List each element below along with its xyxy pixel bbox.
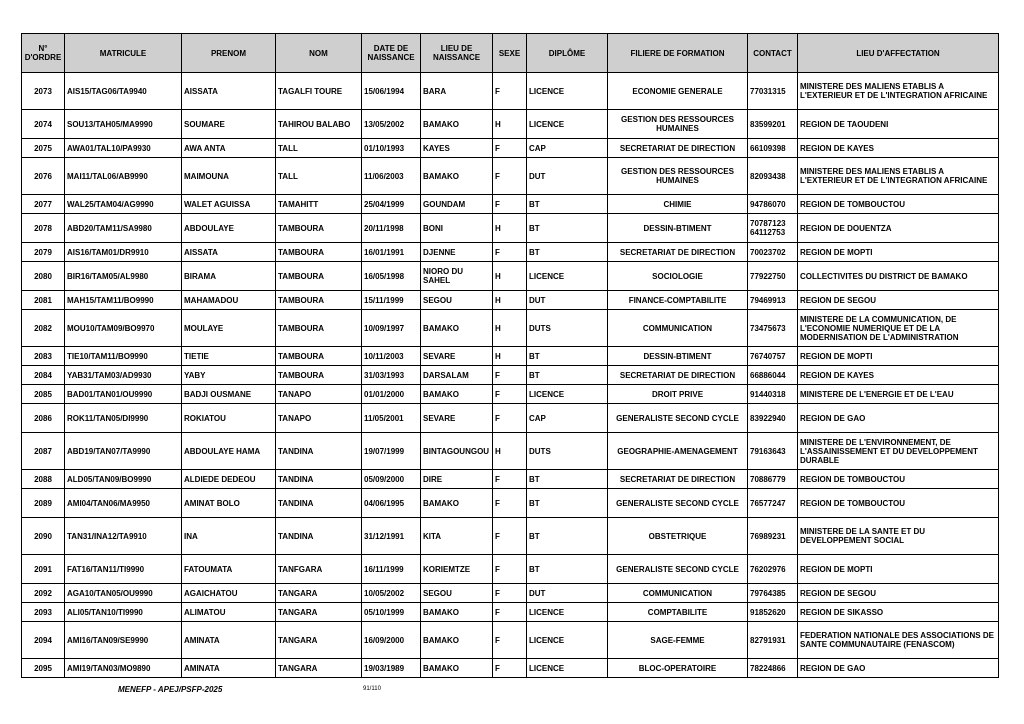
cell-prenom: MAIMOUNA <box>182 158 276 195</box>
cell-assignment: REGION DE DOUENTZA <box>798 214 999 243</box>
cell-prenom: YABY <box>182 366 276 385</box>
cell-diploma: DUT <box>527 291 608 310</box>
cell-assignment: REGION DE MOPTI <box>798 243 999 262</box>
cell-nom: TANDINA <box>276 470 362 489</box>
cell-birth-place: DIRE <box>421 470 493 489</box>
cell-training: GESTION DES RESSOURCES HUMAINES <box>608 158 748 195</box>
cell-training: DESSIN-BTIMENT <box>608 214 748 243</box>
cell-sex: H <box>493 310 527 347</box>
cell-assignment: REGION DE GAO <box>798 659 999 678</box>
cell-diploma: DUTS <box>527 310 608 347</box>
cell-contact: 83922940 <box>748 404 798 433</box>
cell-training: SAGE-FEMME <box>608 622 748 659</box>
table-row <box>22 291 999 310</box>
cell-birth-place: DARSALAM <box>421 366 493 385</box>
column-header-sex: SEXE <box>493 34 527 73</box>
cell-birth-date: 01/01/2000 <box>362 385 421 404</box>
cell-matricule: YAB31/TAM03/AD9930 <box>65 366 182 385</box>
cell-contact: 66109398 <box>748 139 798 158</box>
cell-sex: H <box>493 262 527 291</box>
header-row <box>22 34 999 73</box>
cell-birth-date: 01/10/1993 <box>362 139 421 158</box>
cell-order: 2092 <box>22 584 65 603</box>
cell-birth-place: SEVARE <box>421 347 493 366</box>
cell-contact: 91852620 <box>748 603 798 622</box>
cell-training: SOCIOLOGIE <box>608 262 748 291</box>
cell-sex: H <box>493 433 527 470</box>
cell-nom: TAMBOURA <box>276 347 362 366</box>
cell-birth-place: BAMAKO <box>421 110 493 139</box>
cell-birth-date: 04/06/1995 <box>362 489 421 518</box>
cell-birth-place: GOUNDAM <box>421 195 493 214</box>
cell-diploma: DUT <box>527 158 608 195</box>
cell-contact: 76740757 <box>748 347 798 366</box>
cell-nom: TANAPO <box>276 404 362 433</box>
page-number: 91/110 <box>363 686 381 692</box>
cell-nom: TANFGARA <box>276 555 362 584</box>
cell-order: 2078 <box>22 214 65 243</box>
cell-assignment: MINISTERE DE L'ENVIRONNEMENT, DE L'ASSAINISSEMENT ET DU DEVELOPPEMENT DURABLE <box>798 433 999 470</box>
cell-order: 2081 <box>22 291 65 310</box>
cell-assignment: REGION DE GAO <box>798 404 999 433</box>
cell-nom: TANDINA <box>276 518 362 555</box>
cell-nom: TANGARA <box>276 622 362 659</box>
cell-assignment: MINISTERE DES MALIENS ETABLIS A L'EXTERIEUR ET DE L'INTEGRATION AFRICAINE <box>798 158 999 195</box>
cell-sex: F <box>493 158 527 195</box>
cell-contact: 76577247 <box>748 489 798 518</box>
cell-matricule: AMI04/TAN06/MA9950 <box>65 489 182 518</box>
cell-prenom: BIRAMA <box>182 262 276 291</box>
cell-diploma: LICENCE <box>527 262 608 291</box>
cell-sex: H <box>493 291 527 310</box>
cell-contact: 82791931 <box>748 622 798 659</box>
cell-diploma: BT <box>527 347 608 366</box>
cell-nom: TAMBOURA <box>276 291 362 310</box>
cell-order: 2076 <box>22 158 65 195</box>
cell-sex: H <box>493 347 527 366</box>
cell-assignment: MINISTERE DE LA COMMUNICATION, DE L'ECONOMIE NUMERIQUE ET DE LA MODERNISATION DE L'ADMINISTRATION <box>798 310 999 347</box>
cell-training: GEOGRAPHIE-AMENAGEMENT <box>608 433 748 470</box>
table-row <box>22 158 999 195</box>
cell-birth-date: 10/09/1997 <box>362 310 421 347</box>
cell-order: 2091 <box>22 555 65 584</box>
cell-diploma: LICENCE <box>527 110 608 139</box>
cell-order: 2082 <box>22 310 65 347</box>
cell-prenom: AGAICHATOU <box>182 584 276 603</box>
cell-order: 2087 <box>22 433 65 470</box>
cell-birth-place: BAMAKO <box>421 158 493 195</box>
cell-nom: TAMBOURA <box>276 262 362 291</box>
cell-assignment: FEDERATION NATIONALE DES ASSOCIATIONS DE SANTE COMMUNAUTAIRE (FENASCOM) <box>798 622 999 659</box>
cell-diploma: BT <box>527 366 608 385</box>
cell-sex: F <box>493 603 527 622</box>
cell-nom: TAMBOURA <box>276 214 362 243</box>
cell-birth-date: 16/09/2000 <box>362 622 421 659</box>
cell-training: SECRETARIAT DE DIRECTION <box>608 366 748 385</box>
cell-matricule: ALI05/TAN10/TI9990 <box>65 603 182 622</box>
cell-order: 2074 <box>22 110 65 139</box>
table-row <box>22 385 999 404</box>
cell-order: 2075 <box>22 139 65 158</box>
cell-prenom: BADJI OUSMANE <box>182 385 276 404</box>
cell-diploma: LICENCE <box>527 659 608 678</box>
cell-order: 2094 <box>22 622 65 659</box>
cell-assignment: REGION DE MOPTI <box>798 555 999 584</box>
cell-training: SECRETARIAT DE DIRECTION <box>608 470 748 489</box>
cell-training: GESTION DES RESSOURCES HUMAINES <box>608 110 748 139</box>
table-row <box>22 518 999 555</box>
table-row <box>22 603 999 622</box>
cell-birth-date: 05/09/2000 <box>362 470 421 489</box>
column-header-order: N° D'ORDRE <box>22 34 65 73</box>
cell-nom: TANDINA <box>276 489 362 518</box>
column-header-matricule: MATRICULE <box>65 34 182 73</box>
table-row <box>22 433 999 470</box>
table-row <box>22 195 999 214</box>
cell-birth-place: BAMAKO <box>421 603 493 622</box>
table-row <box>22 139 999 158</box>
cell-birth-place: DJENNE <box>421 243 493 262</box>
cell-sex: F <box>493 555 527 584</box>
cell-training: CHIMIE <box>608 195 748 214</box>
cell-birth-place: SEGOU <box>421 291 493 310</box>
column-header-nom: NOM <box>276 34 362 73</box>
cell-prenom: SOUMARE <box>182 110 276 139</box>
cell-sex: F <box>493 366 527 385</box>
cell-nom: TALL <box>276 158 362 195</box>
cell-prenom: ALIMATOU <box>182 603 276 622</box>
cell-contact: 73475673 <box>748 310 798 347</box>
cell-training: SECRETARIAT DE DIRECTION <box>608 243 748 262</box>
cell-assignment: MINISTERE DE L'ENERGIE ET DE L'EAU <box>798 385 999 404</box>
table-row <box>22 470 999 489</box>
cell-birth-place: BAMAKO <box>421 310 493 347</box>
cell-prenom: WALET AGUISSA <box>182 195 276 214</box>
cell-birth-place: NIORO DU SAHEL <box>421 262 493 291</box>
cell-assignment: REGION DE MOPTI <box>798 347 999 366</box>
cell-diploma: BT <box>527 555 608 584</box>
cell-diploma: BT <box>527 518 608 555</box>
cell-birth-date: 11/06/2003 <box>362 158 421 195</box>
table-row <box>22 659 999 678</box>
table-row <box>22 110 999 139</box>
cell-birth-place: SEGOU <box>421 584 493 603</box>
cell-order: 2080 <box>22 262 65 291</box>
cell-birth-date: 10/11/2003 <box>362 347 421 366</box>
cell-diploma: BT <box>527 214 608 243</box>
cell-contact: 79764385 <box>748 584 798 603</box>
cell-order: 2088 <box>22 470 65 489</box>
cell-matricule: MAI11/TAL06/AB9990 <box>65 158 182 195</box>
cell-prenom: MOULAYE <box>182 310 276 347</box>
cell-nom: TALL <box>276 139 362 158</box>
cell-matricule: WAL25/TAM04/AG9990 <box>65 195 182 214</box>
cell-sex: H <box>493 214 527 243</box>
cell-matricule: AMI16/TAN09/SE9990 <box>65 622 182 659</box>
cell-training: FINANCE-COMPTABILITE <box>608 291 748 310</box>
cell-birth-place: BINTAGOUNGOU <box>421 433 493 470</box>
cell-birth-date: 16/11/1999 <box>362 555 421 584</box>
cell-prenom: ABDOULAYE HAMA <box>182 433 276 470</box>
cell-contact: 77922750 <box>748 262 798 291</box>
cell-order: 2083 <box>22 347 65 366</box>
cell-matricule: TIE10/TAM11/BO9990 <box>65 347 182 366</box>
cell-training: DROIT PRIVE <box>608 385 748 404</box>
table-row <box>22 584 999 603</box>
cell-matricule: AIS16/TAM01/DR9910 <box>65 243 182 262</box>
table-row <box>22 404 999 433</box>
cell-nom: TAMAHITT <box>276 195 362 214</box>
cell-order: 2084 <box>22 366 65 385</box>
cell-birth-place: KAYES <box>421 139 493 158</box>
cell-contact: 76989231 <box>748 518 798 555</box>
cell-sex: F <box>493 584 527 603</box>
cell-matricule: ABD20/TAM11/SA9980 <box>65 214 182 243</box>
column-header-prenom: PRENOM <box>182 34 276 73</box>
cell-diploma: BT <box>527 243 608 262</box>
cell-birth-place: BARA <box>421 73 493 110</box>
cell-training: DESSIN-BTIMENT <box>608 347 748 366</box>
cell-order: 2073 <box>22 73 65 110</box>
cell-contact: 78224866 <box>748 659 798 678</box>
cell-prenom: AMINAT BOLO <box>182 489 276 518</box>
cell-diploma: LICENCE <box>527 385 608 404</box>
table-row <box>22 347 999 366</box>
table-row <box>22 73 999 110</box>
affectation-table <box>21 33 999 678</box>
cell-training: ECONOMIE GENERALE <box>608 73 748 110</box>
cell-birth-date: 31/12/1991 <box>362 518 421 555</box>
table-row <box>22 489 999 518</box>
cell-matricule: AWA01/TAL10/PA9930 <box>65 139 182 158</box>
cell-sex: F <box>493 195 527 214</box>
cell-sex: F <box>493 518 527 555</box>
cell-prenom: AISSATA <box>182 243 276 262</box>
cell-birth-place: BAMAKO <box>421 622 493 659</box>
cell-assignment: REGION DE SEGOU <box>798 291 999 310</box>
cell-diploma: DUTS <box>527 433 608 470</box>
column-header-assignment: LIEU D'AFFECTATION <box>798 34 999 73</box>
cell-contact: 76202976 <box>748 555 798 584</box>
cell-matricule: BIR16/TAM05/AL9980 <box>65 262 182 291</box>
column-header-contact: CONTACT <box>748 34 798 73</box>
cell-matricule: MOU10/TAM09/BO9970 <box>65 310 182 347</box>
cell-diploma: BT <box>527 489 608 518</box>
cell-order: 2093 <box>22 603 65 622</box>
cell-training: SECRETARIAT DE DIRECTION <box>608 139 748 158</box>
cell-contact: 83599201 <box>748 110 798 139</box>
cell-diploma: LICENCE <box>527 622 608 659</box>
cell-birth-date: 13/05/2002 <box>362 110 421 139</box>
cell-sex: F <box>493 470 527 489</box>
table-row <box>22 310 999 347</box>
cell-diploma: LICENCE <box>527 73 608 110</box>
cell-prenom: INA <box>182 518 276 555</box>
cell-nom: TANGARA <box>276 659 362 678</box>
cell-matricule: AIS15/TAG06/TA9940 <box>65 73 182 110</box>
table-row <box>22 262 999 291</box>
cell-contact: 70787123 64112753 <box>748 214 798 243</box>
cell-prenom: ALDIEDE DEDEOU <box>182 470 276 489</box>
table-row <box>22 555 999 584</box>
cell-assignment: REGION DE KAYES <box>798 366 999 385</box>
cell-birth-place: KITA <box>421 518 493 555</box>
cell-contact: 66886044 <box>748 366 798 385</box>
cell-assignment: REGION DE TOMBOUCTOU <box>798 489 999 518</box>
cell-prenom: TIETIE <box>182 347 276 366</box>
cell-assignment: MINISTERE DES MALIENS ETABLIS A L'EXTERIEUR ET DE L'INTEGRATION AFRICAINE <box>798 73 999 110</box>
cell-training: GENERALISTE SECOND CYCLE <box>608 404 748 433</box>
cell-order: 2095 <box>22 659 65 678</box>
cell-training: COMPTABILITE <box>608 603 748 622</box>
cell-training: OBSTETRIQUE <box>608 518 748 555</box>
cell-matricule: AGA10/TAN05/OU9990 <box>65 584 182 603</box>
column-header-diploma: DIPLÔME <box>527 34 608 73</box>
cell-contact: 82093438 <box>748 158 798 195</box>
cell-matricule: ALD05/TAN09/BO9990 <box>65 470 182 489</box>
cell-nom: TANDINA <box>276 433 362 470</box>
cell-contact: 70886779 <box>748 470 798 489</box>
cell-sex: F <box>493 385 527 404</box>
cell-birth-place: BONI <box>421 214 493 243</box>
cell-sex: F <box>493 73 527 110</box>
cell-assignment: REGION DE TAOUDENI <box>798 110 999 139</box>
cell-birth-date: 25/04/1999 <box>362 195 421 214</box>
cell-birth-date: 11/05/2001 <box>362 404 421 433</box>
cell-prenom: AWA ANTA <box>182 139 276 158</box>
cell-order: 2085 <box>22 385 65 404</box>
cell-nom: TAHIROU BALABO <box>276 110 362 139</box>
cell-sex: F <box>493 659 527 678</box>
cell-order: 2086 <box>22 404 65 433</box>
cell-training: GENERALISTE SECOND CYCLE <box>608 489 748 518</box>
column-header-birth-date: DATE DE NAISSANCE <box>362 34 421 73</box>
cell-diploma: CAP <box>527 139 608 158</box>
cell-diploma: BT <box>527 195 608 214</box>
cell-prenom: AMINATA <box>182 659 276 678</box>
cell-assignment: REGION DE TOMBOUCTOU <box>798 195 999 214</box>
table-row <box>22 622 999 659</box>
cell-sex: H <box>493 110 527 139</box>
table-row <box>22 366 999 385</box>
cell-training: COMMUNICATION <box>608 310 748 347</box>
cell-nom: TAMBOURA <box>276 310 362 347</box>
cell-diploma: DUT <box>527 584 608 603</box>
cell-sex: F <box>493 622 527 659</box>
cell-birth-date: 16/05/1998 <box>362 262 421 291</box>
cell-diploma: CAP <box>527 404 608 433</box>
cell-birth-date: 15/06/1994 <box>362 73 421 110</box>
cell-contact: 79163643 <box>748 433 798 470</box>
cell-sex: F <box>493 139 527 158</box>
cell-nom: TANAPO <box>276 385 362 404</box>
cell-training: COMMUNICATION <box>608 584 748 603</box>
cell-order: 2090 <box>22 518 65 555</box>
cell-nom: TAGALFI TOURE <box>276 73 362 110</box>
cell-contact: 77031315 <box>748 73 798 110</box>
cell-birth-date: 31/03/1993 <box>362 366 421 385</box>
cell-sex: F <box>493 404 527 433</box>
cell-birth-place: SEVARE <box>421 404 493 433</box>
cell-birth-date: 19/07/1999 <box>362 433 421 470</box>
cell-order: 2079 <box>22 243 65 262</box>
cell-birth-date: 05/10/1999 <box>362 603 421 622</box>
cell-assignment: REGION DE SIKASSO <box>798 603 999 622</box>
column-header-birth-place: LIEU DE NAISSANCE <box>421 34 493 73</box>
cell-prenom: AISSATA <box>182 73 276 110</box>
cell-nom: TAMBOURA <box>276 366 362 385</box>
cell-matricule: BAD01/TAN01/OU9990 <box>65 385 182 404</box>
cell-prenom: FATOUMATA <box>182 555 276 584</box>
cell-matricule: MAH15/TAM11/BO9990 <box>65 291 182 310</box>
cell-birth-date: 10/05/2002 <box>362 584 421 603</box>
cell-assignment: MINISTERE DE LA SANTE ET DU DEVELOPPEMENT SOCIAL <box>798 518 999 555</box>
cell-assignment: REGION DE KAYES <box>798 139 999 158</box>
footer-label: MENEFP - APEJ/PSFP-2025 <box>118 685 223 694</box>
cell-matricule: ROK11/TAN05/DI9990 <box>65 404 182 433</box>
table-row <box>22 214 999 243</box>
cell-diploma: LICENCE <box>527 603 608 622</box>
cell-sex: F <box>493 243 527 262</box>
cell-nom: TANGARA <box>276 584 362 603</box>
cell-matricule: FAT16/TAN11/TI9990 <box>65 555 182 584</box>
cell-birth-place: KORIEMTZE <box>421 555 493 584</box>
cell-birth-date: 16/01/1991 <box>362 243 421 262</box>
cell-nom: TAMBOURA <box>276 243 362 262</box>
cell-matricule: SOU13/TAH05/MA9990 <box>65 110 182 139</box>
cell-prenom: ABDOULAYE <box>182 214 276 243</box>
column-header-training: FILIERE DE FORMATION <box>608 34 748 73</box>
cell-nom: TANGARA <box>276 603 362 622</box>
table-body <box>22 73 999 678</box>
cell-sex: F <box>493 489 527 518</box>
cell-prenom: ROKIATOU <box>182 404 276 433</box>
cell-matricule: TAN31/INA12/TA9910 <box>65 518 182 555</box>
cell-birth-place: BAMAKO <box>421 385 493 404</box>
cell-assignment: COLLECTIVITES DU DISTRICT DE BAMAKO <box>798 262 999 291</box>
cell-assignment: REGION DE SEGOU <box>798 584 999 603</box>
cell-order: 2077 <box>22 195 65 214</box>
cell-birth-place: BAMAKO <box>421 659 493 678</box>
table-row <box>22 243 999 262</box>
cell-contact: 70023702 <box>748 243 798 262</box>
cell-assignment: REGION DE TOMBOUCTOU <box>798 470 999 489</box>
cell-matricule: ABD19/TAN07/TA9990 <box>65 433 182 470</box>
cell-training: BLOC-OPERATOIRE <box>608 659 748 678</box>
cell-contact: 91440318 <box>748 385 798 404</box>
cell-birth-date: 15/11/1999 <box>362 291 421 310</box>
cell-prenom: AMINATA <box>182 622 276 659</box>
cell-birth-place: BAMAKO <box>421 489 493 518</box>
cell-prenom: MAHAMADOU <box>182 291 276 310</box>
cell-matricule: AMI19/TAN03/MO9890 <box>65 659 182 678</box>
cell-contact: 79469913 <box>748 291 798 310</box>
cell-birth-date: 20/11/1998 <box>362 214 421 243</box>
cell-birth-date: 19/03/1989 <box>362 659 421 678</box>
cell-order: 2089 <box>22 489 65 518</box>
cell-contact: 94786070 <box>748 195 798 214</box>
cell-diploma: BT <box>527 470 608 489</box>
cell-training: GENERALISTE SECOND CYCLE <box>608 555 748 584</box>
